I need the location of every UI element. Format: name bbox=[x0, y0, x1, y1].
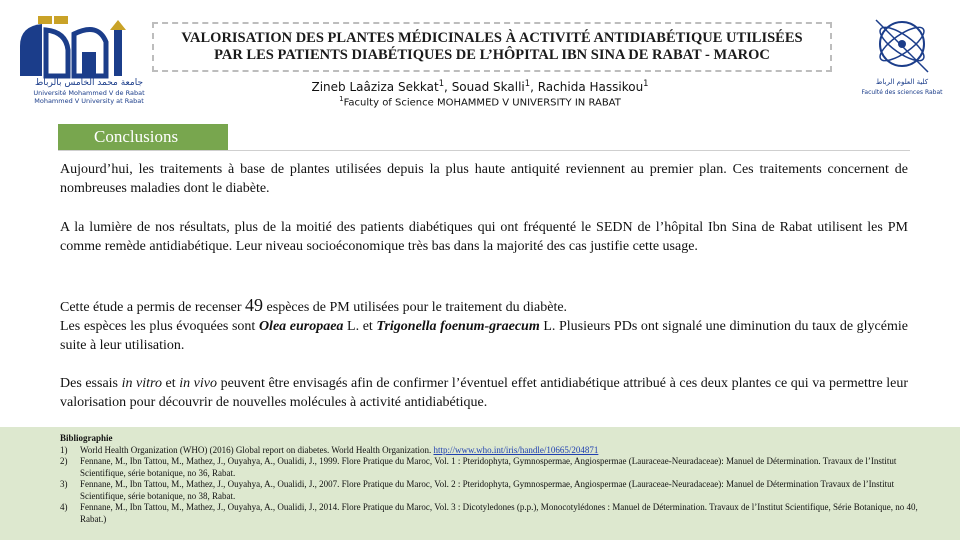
paragraph-perspectives bbox=[60, 374, 908, 412]
bibliography-panel bbox=[0, 427, 960, 540]
italic-term: in vivo bbox=[179, 376, 217, 391]
author-sup: 1 bbox=[643, 78, 649, 88]
author-sup: 1 bbox=[438, 78, 445, 88]
species-name: Trigonella foenum-graecum bbox=[376, 319, 540, 334]
faculty-name: Faculté des sciences Rabat bbox=[861, 89, 943, 96]
section-divider bbox=[58, 150, 910, 151]
reference-number: 1) bbox=[60, 444, 68, 455]
affiliation-line bbox=[160, 95, 800, 108]
faculty-emblem-icon bbox=[858, 14, 946, 78]
reference-item bbox=[60, 456, 920, 479]
reference-text: World Health Organization (WHO) (2016) Global report on diabetes. World Health Organization. bbox=[80, 444, 434, 455]
text-run: espèces de PM utilisées pour le traitement du diabète. bbox=[263, 300, 568, 315]
affiliation-sup: 1 bbox=[339, 95, 344, 103]
text-run: Des essais bbox=[60, 376, 122, 391]
text-run: et bbox=[161, 376, 180, 391]
reference-link[interactable]: http://www.who.int/iris/handle/10665/204871 bbox=[433, 444, 599, 455]
reference-text: Fennane, M., Ibn Tattou, M., Mathez, J., Ouyahya, A., Oualidi, J., 2007. Flore Pratique du Maroc, Vol. 2 : Pteridophyta, Gymnospermae, Angiospermae (Lauraceae-Neuradaceae): Manuel de Détermination Travaux de l’Institut Scientifique, série botanique, no 38, Rabat. bbox=[80, 479, 895, 501]
paragraph-intro: Aujourd’hui, les traitements à base de plantes utilisées depuis la plus haute antiquité reviennent au premier plan. Ces traitements concernent de nombreuses maladies dont le diabète. bbox=[60, 162, 908, 196]
author-name: Zineb Laâziza Sekkat bbox=[311, 80, 439, 94]
author-sup: 1 bbox=[524, 78, 531, 88]
species-count: 49 bbox=[245, 295, 264, 315]
reference-number: 4) bbox=[60, 502, 68, 512]
text-run: L. Plusieurs PDs ont signalé une diminution du taux de glycémie suite à leur utilisation. bbox=[60, 319, 908, 353]
text-run: L. et bbox=[343, 319, 377, 334]
reference-number: 2) bbox=[60, 456, 68, 466]
species-name: Olea europaea bbox=[258, 319, 344, 334]
faculty-logo bbox=[858, 14, 946, 104]
reference-number: 3) bbox=[60, 479, 68, 489]
author-name: Rachida Hassikou bbox=[537, 80, 644, 94]
section-heading: Conclusions bbox=[58, 124, 228, 150]
faculty-arabic-text: كلية العلوم الرباط bbox=[875, 78, 929, 86]
paragraph-results: A la lumière de nos résultats, plus de la moitié des patients diabétiques qui ont fréquenté le SEDN de l’hôpital Ibn Sina de Rabat utilisent les PM comme remède antidiabétique. Leur niveau socioéconomique très bas dans la majorité des cas justifie cette usage. bbox=[60, 220, 908, 254]
reference-text: Fennane, M., Ibn Tattou, M., Mathez, J., Ouyahya, A., Oualidi, J., 2014. Flore Pratique du Maroc, Vol. 3 : Dicotyledones (p.p.), Monocotylédones : Manuel de Détermination. Travaux de l’Institut Scientifique, Série Botanique, no 40, Rabat.) bbox=[80, 502, 918, 524]
text-run: peuvent être envisagés afin de confirmer l’éventuel effet antidiabétique attribué à ces deux plantes ce qui va permettre leur valorisation pour découvrir de nouvelles molécules à activité antidiabétique. bbox=[60, 376, 909, 410]
paragraph-species bbox=[60, 296, 908, 355]
university-logo bbox=[14, 12, 164, 104]
authors-line: Zineb Laâziza Sekkat$^1$, Souad Skalli$^1$, Rachida Hassikou$^1$ bbox=[311, 78, 649, 94]
title-line-1: VALORISATION DES PLANTES MÉDICINALES À ACTIVITÉ ANTIDIABÉTIQUE UTILISÉES bbox=[181, 30, 803, 46]
reference-item bbox=[60, 479, 920, 502]
affiliation-text: Faculty of Science MOHAMMED V UNIVERSITY IN RABAT bbox=[343, 97, 621, 109]
reference-text: Fennane, M., Ibn Tattou, M., Mathez, J., Ouyahya, A., Oualidi, J., 1999. Flore Pratique du Maroc, Vol. 1 : Pteridophyta, Gymnospermae, Angiospermae (Lauraceae-Neuradaceae): Manuel de Détermination. Travaux de l’Institut Scientifique, série botanique, no 36, Rabat. bbox=[80, 456, 897, 478]
title-line-2: PAR LES PATIENTS DIABÉTIQUES DE L’HÔPITAL IBN SINA DE RABAT - MAROC bbox=[214, 47, 770, 63]
reference-item bbox=[60, 502, 920, 525]
reference-item bbox=[60, 445, 920, 457]
text-run: Cette étude a permis de recenser bbox=[60, 300, 246, 315]
italic-term: in vitro bbox=[121, 376, 162, 391]
logo-arabic-text: جامعة محمد الخامس بالرباط bbox=[34, 78, 144, 88]
poster-title bbox=[152, 22, 832, 72]
bibliography-title: Bibliographie bbox=[60, 433, 113, 443]
author-name: Souad Skalli bbox=[451, 80, 525, 94]
logo-name-fr: Université Mohammed V de Rabat bbox=[33, 89, 145, 97]
text-run: Les espèces les plus évoquées sont bbox=[60, 319, 259, 334]
logo-name-en: Mohammed V University at Rabat bbox=[34, 97, 144, 105]
